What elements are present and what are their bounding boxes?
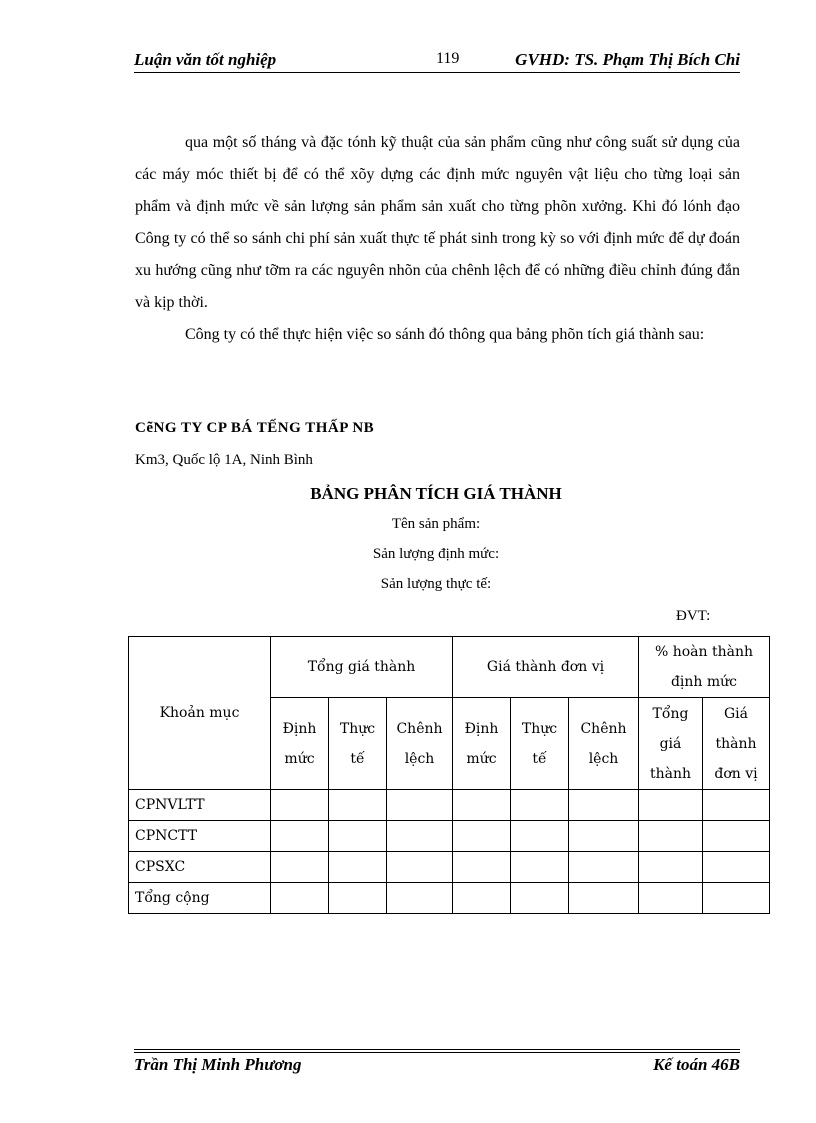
row-label: CPNVLTT bbox=[129, 790, 271, 821]
table-title: BẢNG PHÂN TÍCH GIÁ THÀNH bbox=[310, 484, 562, 503]
header-percent-complete: % hoàn thành định mức bbox=[639, 637, 770, 698]
unit-label: ĐVT: bbox=[676, 608, 711, 624]
header-thuc-te-unit: Thực tế bbox=[511, 698, 569, 790]
header-tong-gia-thanh: Tổng giá thành bbox=[271, 637, 453, 698]
header-thesis-title: Luận văn tốt nghiệp bbox=[134, 50, 277, 69]
header-supervisor: GVHD: TS. Phạm Thị Bích Chi bbox=[515, 50, 740, 69]
row-label: CPSXC bbox=[129, 852, 271, 883]
header-tong-gia-thanh-pct: Tổng giá thành bbox=[639, 698, 703, 790]
table-row bbox=[129, 852, 770, 883]
table-row bbox=[129, 790, 770, 821]
header-gia-thanh-don-vi: Giá thành đơn vị bbox=[453, 637, 639, 698]
company-name: CẽNG TY CP BÁ TẾNG THẤP NB bbox=[135, 420, 375, 436]
row-label: CPNCTT bbox=[129, 821, 271, 852]
norm-output-label: Sản lượng định mức: bbox=[372, 546, 500, 562]
table-row bbox=[129, 883, 770, 914]
cost-analysis-table bbox=[128, 636, 770, 914]
header-page-number: 119 bbox=[436, 50, 460, 67]
table-row bbox=[129, 821, 770, 852]
footer-rule-top bbox=[134, 1049, 740, 1050]
actual-output-label: Sản lượng thực tế: bbox=[380, 576, 492, 592]
company-address: Km3, Quốc lộ 1A, Ninh Bình bbox=[135, 452, 313, 468]
paragraph-1: qua một số tháng và đặc tónh kỹ thuật của sản phẩm cũng như công suất sử dụng của các máy móc thiết bị để có thể xõy dựng các định mức nguyên vật liệu cho từng loại sản phẩm và định mức về sản lượng sản phẩm sản xuất cho từng phõn xưởng. Khi đó lónh đạo Công ty có thể so sánh chi phí sản xuất thực tế phát sinh trong kỳ so với định mức để dự đoán xu hướng cũng như tỡm ra các nguyên nhõn của chênh lệch để có những điều chỉnh đúng đắn và kịp thời. bbox=[135, 134, 740, 311]
header-rule bbox=[134, 72, 740, 73]
header-chenh-lech-unit: Chênh lệch bbox=[569, 698, 639, 790]
body-text bbox=[135, 127, 740, 351]
footer-rule-bottom bbox=[134, 1052, 740, 1053]
header-dinh-muc-unit: Định mức bbox=[453, 698, 511, 790]
product-name-label: Tên sản phẩm: bbox=[391, 516, 481, 532]
header-khoan-muc: Khoản mục bbox=[129, 637, 271, 790]
header-thuc-te: Thực tế bbox=[329, 698, 387, 790]
header-gia-thanh-don-vi-pct: Giá thành đơn vị bbox=[703, 698, 770, 790]
paragraph-2: Công ty có thể thực hiện việc so sánh đó thông qua bảng phõn tích giá thành sau: bbox=[185, 326, 705, 343]
page-header bbox=[134, 46, 740, 72]
footer-author: Trần Thị Minh Phương bbox=[134, 1055, 302, 1074]
header-chenh-lech: Chênh lệch bbox=[387, 698, 453, 790]
row-label: Tổng cộng bbox=[129, 883, 271, 914]
footer-class: Kế toán 46B bbox=[653, 1055, 740, 1074]
header-dinh-muc: Định mức bbox=[271, 698, 329, 790]
